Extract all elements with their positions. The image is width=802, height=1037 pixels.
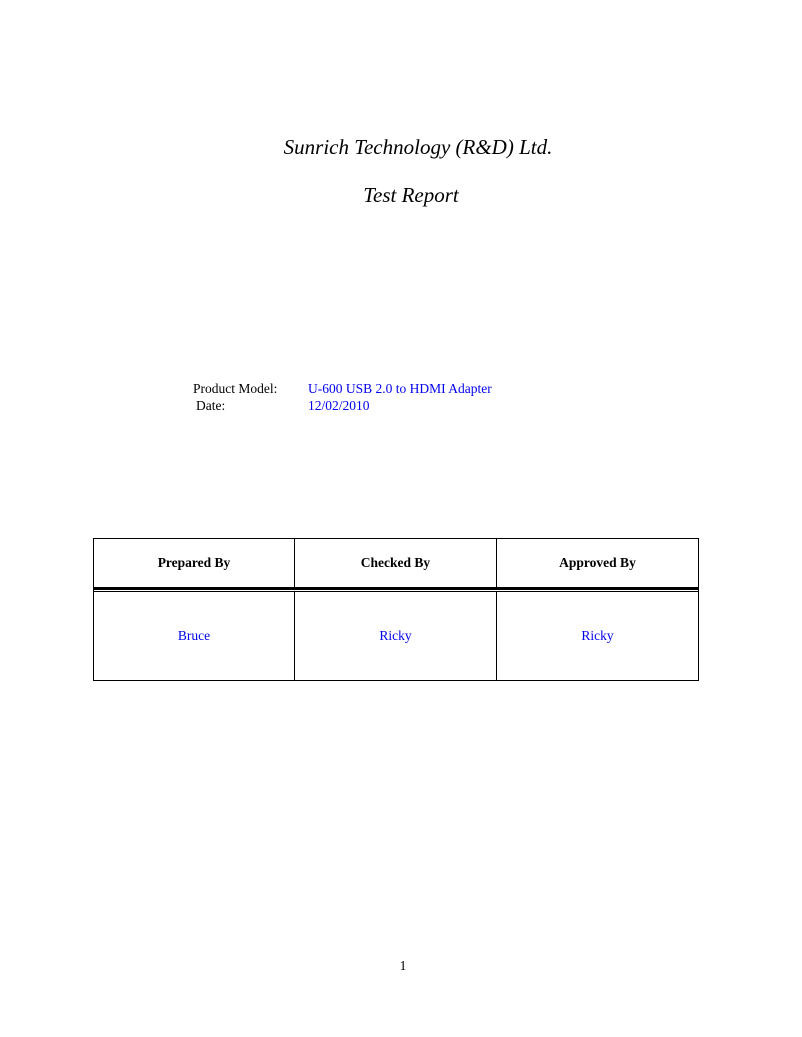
prepared-by-name: Bruce bbox=[177, 628, 211, 643]
signature-table bbox=[93, 538, 699, 681]
date-value: 12/02/2010 bbox=[308, 398, 370, 413]
date-label: Date: bbox=[196, 398, 226, 413]
report-title: Test Report bbox=[363, 183, 459, 207]
signature-table-header-row bbox=[94, 539, 698, 587]
prepared-by-header: Prepared By bbox=[157, 555, 231, 570]
checked-by-header: Checked By bbox=[360, 555, 431, 570]
approved-by-name: Ricky bbox=[581, 628, 614, 643]
product-model-label: Product Model: bbox=[193, 381, 278, 396]
checked-by-name: Ricky bbox=[379, 628, 412, 643]
header-thick-rule bbox=[94, 587, 698, 590]
page-number: 1 bbox=[399, 958, 407, 973]
product-model-value: U-600 USB 2.0 to HDMI Adapter bbox=[308, 381, 492, 396]
approved-by-header: Approved By bbox=[559, 555, 636, 570]
company-title: Sunrich Technology (R&D) Ltd. bbox=[283, 135, 553, 159]
signature-table-body-row bbox=[94, 592, 698, 680]
